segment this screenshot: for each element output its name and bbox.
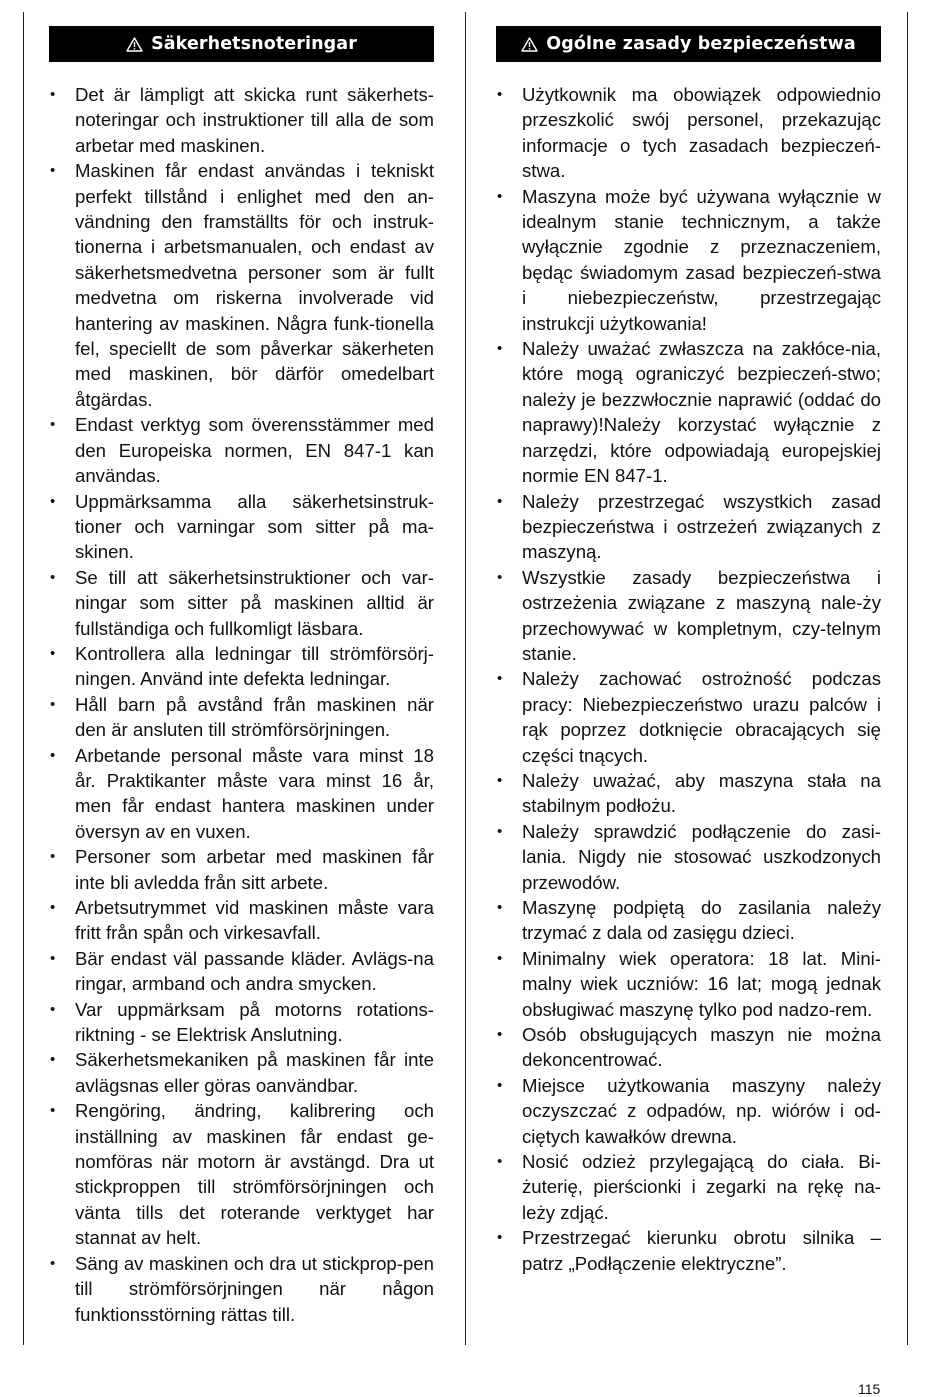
list-item: • Należy zachować ostrożność podczas pracy: Niebezpieczeństwo urazu palców i rąk poprzez dotknięcie obracających się części tnących. <box>496 666 881 768</box>
swedish-section-title: Säkerhetsnoteringar <box>151 34 357 54</box>
right-margin-rule <box>907 12 908 1345</box>
list-item: • Osób obsługujących maszyn nie można dekoncentrować. <box>496 1022 881 1073</box>
list-item: • Se till att säkerhetsinstruktioner och var-ningar som sitter på maskinen alltid är fullständiga och fullkomligt läsbara. <box>49 565 434 641</box>
list-item: • Säkerhetsmekaniken på maskinen får inte avlägsnas eller göras oanvändbar. <box>49 1047 434 1098</box>
list-item: • Miejsce użytkowania maszyny należy oczyszczać z odpadów, np. wiórów i od-ciętych kawałków drewna. <box>496 1073 881 1149</box>
list-item: • Kontrollera alla ledningar till strömförsörj-ningen. Använd inte defekta ledningar. <box>49 641 434 692</box>
warning-triangle-icon <box>521 37 538 52</box>
list-item: • Należy przestrzegać wszystkich zasad bezpieczeństwa i ostrzeżeń związanych z maszyną. <box>496 489 881 565</box>
list-item: • Użytkownik ma obowiązek odpowiednio przeszkolić swój personel, przekazując informacje o tych zasadach bezpieczeń-stwa. <box>496 82 881 184</box>
list-item: • Maszyna może być używana wyłącznie w idealnym stanie technicznym, a także wyłącznie zgodnie z przeznaczeniem, będąc świadomym zasad bezpieczeń-stwa i niebezpieczeństw, przestrzegając instrukcji użytkowania! <box>496 184 881 336</box>
list-item: • Nosić odzież przylegającą do ciała. Bi-żuterię, pierścionki i zegarki na rękę na-leży zdjąć. <box>496 1149 881 1225</box>
polish-section-title: Ogólne zasady bezpieczeństwa <box>546 34 856 54</box>
list-item: • Maszynę podpiętą do zasilania należy trzymać z dala od zasięgu dzieci. <box>496 895 881 946</box>
list-item: • Wszystkie zasady bezpieczeństwa i ostrzeżenia związane z maszyną nale-ży przechowywać w kompletnym, czy-telnym stanie. <box>496 565 881 667</box>
list-item: • Maskinen får endast användas i tekniskt perfekt tillstånd i enlighet med den an-vändning den framställts för och instruk-tionerna i arbetsmanualen, och endast av säkerhetsmedvetna personer som är fullt medvetna om riskerna involverade vid hantering av maskinen. Några funk-tionella fel, speciellt de som påverkar säkerheten med maskinen, bör därför omedelbart åtgärdas. <box>49 158 434 412</box>
list-item: • Należy sprawdzić podłączenie do zasi-lania. Nigdy nie stosować uszkodzonych przewodów. <box>496 819 881 895</box>
page-number: 115 <box>858 1381 881 1397</box>
list-item: • Personer som arbetar med maskinen får inte bli avledda från sitt arbete. <box>49 844 434 895</box>
polish-column <box>496 26 881 1276</box>
list-item: • Bär endast väl passande kläder. Avlägs-na ringar, armband och andra smycken. <box>49 946 434 997</box>
swedish-safety-list <box>49 82 434 1327</box>
list-item: • Należy uważać, aby maszyna stała na stabilnym podłożu. <box>496 768 881 819</box>
list-item: • Rengöring, ändring, kalibrering och inställning av maskinen får endast ge-nomföras när motorn är avstängd. Dra ut stickproppen till strömförsörjningen och vänta tills det roterande verktyget har stannat av helt. <box>49 1098 434 1250</box>
polish-safety-list <box>496 82 881 1276</box>
swedish-section-header <box>49 26 434 62</box>
list-item: • Arbetsutrymmet vid maskinen måste vara fritt från spån och virkesavfall. <box>49 895 434 946</box>
list-item: • Przestrzegać kierunku obrotu silnika – patrz „Podłączenie elektryczne”. <box>496 1225 881 1276</box>
list-item: • Säng av maskinen och dra ut stickprop-pen till strömförsörjningen när någon funktionsstörning rättas till. <box>49 1251 434 1327</box>
polish-section-header <box>496 26 881 62</box>
list-item: • Uppmärksamma alla säkerhetsinstruk-tioner och varningar som sitter på ma-skinen. <box>49 489 434 565</box>
left-margin-rule <box>23 12 24 1345</box>
swedish-column <box>49 26 434 1327</box>
list-item: • Endast verktyg som överensstämmer med den Europeiska normen, EN 847-1 kan användas. <box>49 412 434 488</box>
warning-triangle-icon <box>126 37 143 52</box>
list-item: • Håll barn på avstånd från maskinen när den är ansluten till strömförsörjningen. <box>49 692 434 743</box>
list-item: • Arbetande personal måste vara minst 18 år. Praktikanter måste vara minst 16 år, men får endast hantera maskinen under översyn av en vuxen. <box>49 743 434 845</box>
column-divider-rule <box>465 12 466 1345</box>
list-item: • Det är lämpligt att skicka runt säkerhets-noteringar och instruktioner till alla de som arbetar med maskinen. <box>49 82 434 158</box>
list-item: • Należy uważać zwłaszcza na zakłóce-nia, które mogą ograniczyć bezpieczeń-stwo; należy je bezzwłocznie naprawić (oddać do naprawy)!Należy korzystać wyłącznie z narzędzi, które odpowiadają europejskiej normie EN 847-1. <box>496 336 881 488</box>
list-item: • Minimalny wiek operatora: 18 lat. Mini-malny wiek uczniów: 16 lat; mogą jednak obsługiwać maszynę tylko pod nadzo-rem. <box>496 946 881 1022</box>
list-item: • Var uppmärksam på motorns rotations-riktning - se Elektrisk Anslutning. <box>49 997 434 1048</box>
